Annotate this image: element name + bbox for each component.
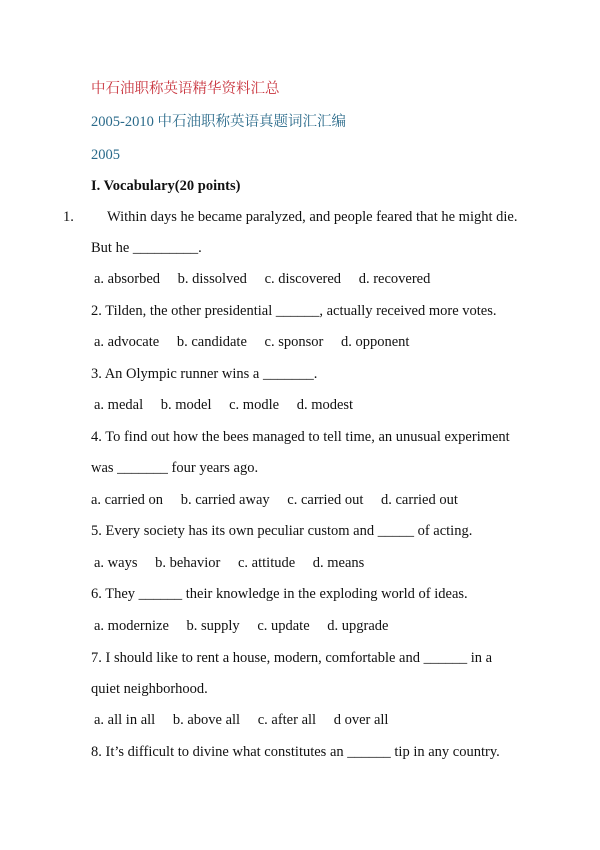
option-c: c. after all	[257, 712, 317, 728]
question-text: quiet neighborhood.	[91, 681, 208, 697]
question-text: 3. An Olympic runner wins a _______.	[91, 366, 318, 382]
option-b: b. carried away	[180, 492, 270, 508]
question-text: But he _________.	[91, 240, 202, 256]
option-a: a. absorbed	[94, 271, 161, 287]
answer-options	[91, 491, 458, 509]
document-subtitle: 2005-2010 中石油职称英语真题词汇汇编	[91, 114, 346, 130]
question-text: 2. Tilden, the other presidential ______, actually received more votes.	[91, 303, 497, 319]
section-heading: I. Vocabulary(20 points)	[91, 178, 241, 194]
option-d: d. upgrade	[327, 618, 389, 634]
option-c: c. discovered	[264, 271, 342, 287]
option-c: c. carried out	[287, 492, 364, 508]
option-d: d. opponent	[340, 334, 410, 350]
option-d: d. carried out	[381, 492, 458, 508]
question-number: 1.	[63, 209, 74, 225]
option-b: b. supply	[186, 618, 240, 634]
option-a: a. medal	[94, 397, 144, 413]
answer-options	[94, 617, 388, 635]
option-c: c. sponsor	[264, 334, 324, 350]
answer-options	[94, 270, 430, 288]
option-c: c. update	[257, 618, 310, 634]
option-d: d. means	[312, 555, 365, 571]
option-d: d. recovered	[358, 271, 431, 287]
document-title-cn: 中石油职称英语精华资料汇总	[91, 81, 280, 97]
option-a: a. all in all	[94, 712, 156, 728]
option-b: b. behavior	[155, 555, 221, 571]
question-text: 4. To find out how the bees managed to tell time, an unusual experiment	[91, 429, 510, 445]
option-d: d. modest	[296, 397, 354, 413]
question-text: Within days he became paralyzed, and people feared that he might die.	[107, 209, 518, 225]
option-b: b. dissolved	[177, 271, 247, 287]
option-b: b. above all	[172, 712, 241, 728]
option-a: a. carried on	[91, 492, 164, 508]
answer-options	[94, 711, 388, 729]
year-label: 2005	[91, 147, 120, 163]
option-c: c. modle	[229, 397, 280, 413]
option-a: a. advocate	[94, 334, 160, 350]
question-text: 8. It’s difficult to divine what constitutes an ______ tip in any country.	[91, 744, 500, 760]
question-text: 5. Every society has its own peculiar custom and _____ of acting.	[91, 523, 473, 539]
answer-options	[94, 333, 409, 351]
answer-options	[94, 554, 364, 572]
option-b: b. candidate	[176, 334, 247, 350]
option-d: d over all	[333, 712, 389, 728]
option-b: b. model	[160, 397, 212, 413]
option-a: a. ways	[94, 555, 138, 571]
option-a: a. modernize	[94, 618, 169, 634]
option-c: c. attitude	[237, 555, 296, 571]
question-text: was _______ four years ago.	[91, 460, 259, 476]
question-text: 7. I should like to rent a house, modern, comfortable and ______ in a	[91, 650, 493, 666]
answer-options	[94, 396, 353, 414]
question-text: 6. They ______ their knowledge in the exploding world of ideas.	[91, 586, 468, 602]
